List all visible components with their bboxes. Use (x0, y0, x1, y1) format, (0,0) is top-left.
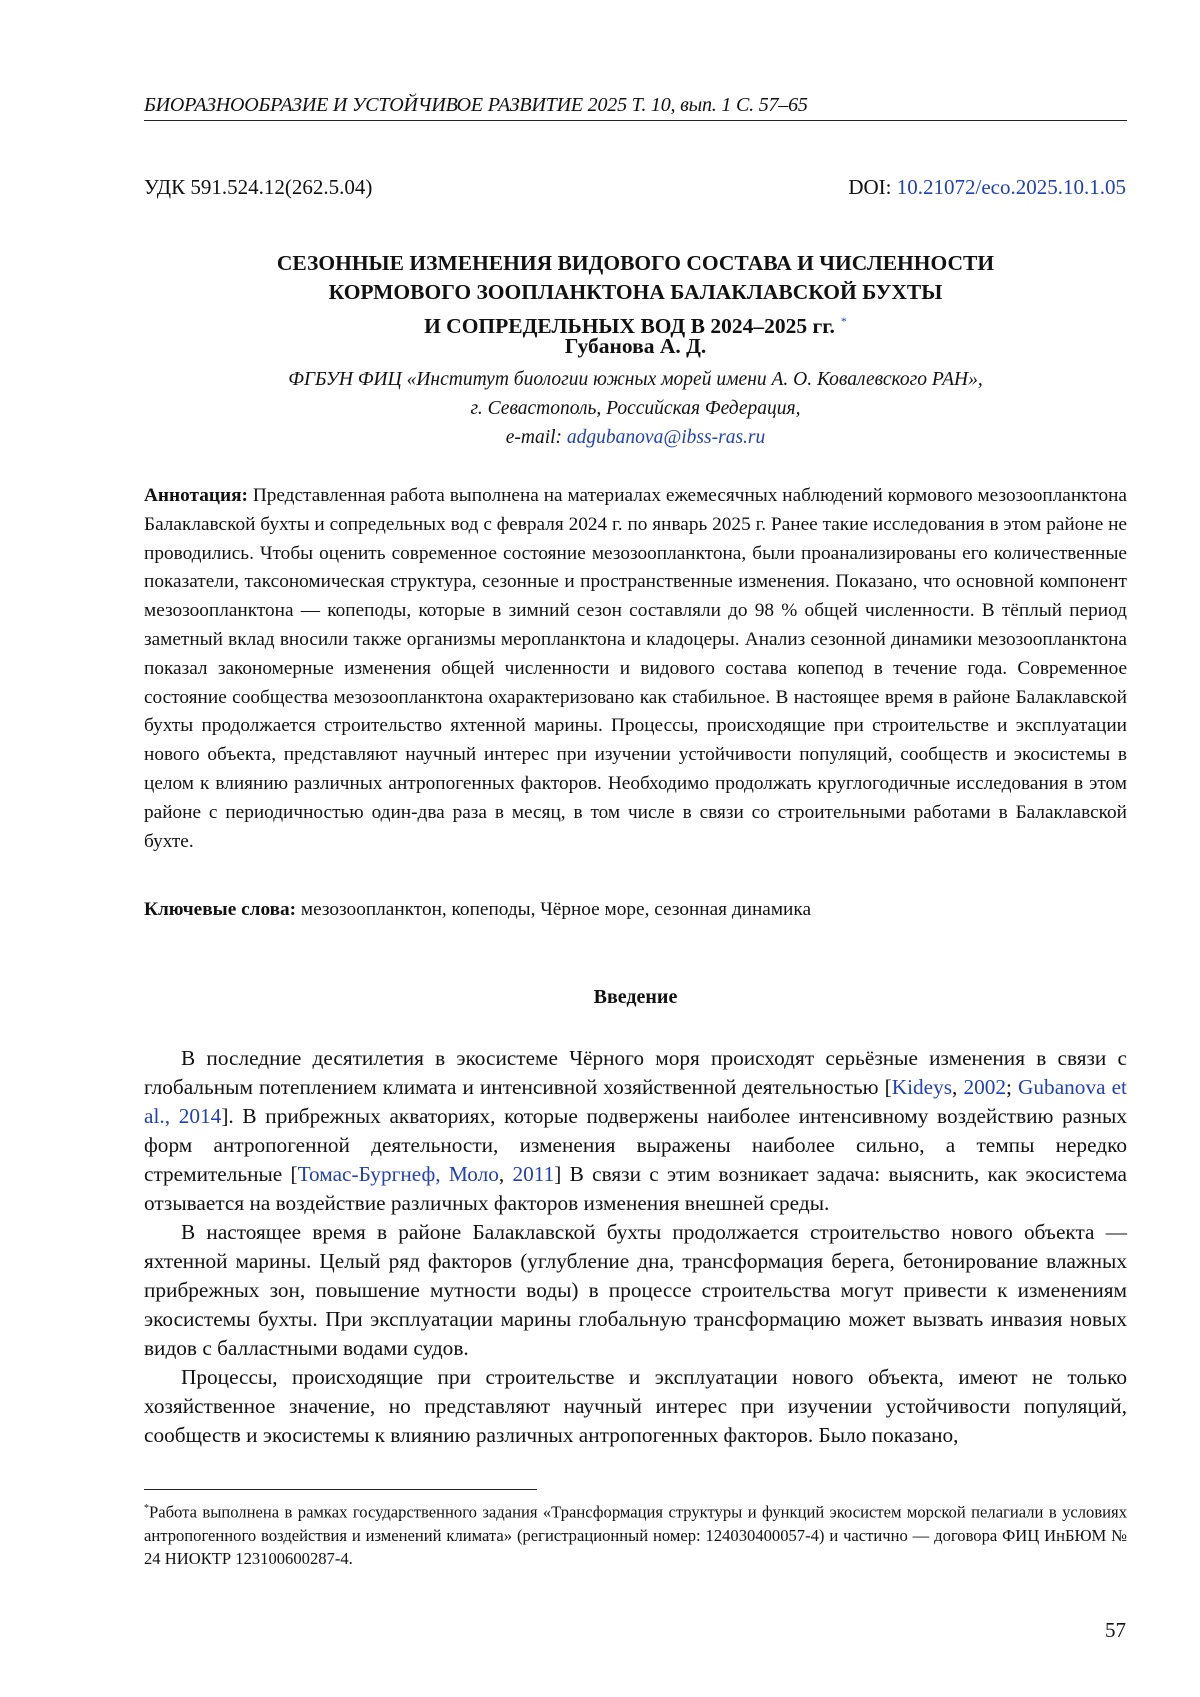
page-number: 57 (1105, 1618, 1126, 1642)
introduction-body (144, 1044, 1127, 1450)
email-label: e-mail: (505, 427, 567, 448)
citation-link-tomas[interactable]: Томас-Бургнеф, Моло (297, 1162, 499, 1186)
abstract-label: Аннотация: (144, 485, 248, 506)
affiliation-line: г. Севастополь, Российская Федерация, (470, 398, 801, 419)
text-run: ] В связи с этим возникает задача: выяснить, как экосистема отзывается на воздействие различных факторов изменения внешней среды. (144, 1162, 1127, 1215)
keywords (144, 899, 1127, 921)
text-run: , (952, 1075, 964, 1099)
affiliation (144, 365, 1127, 452)
email-line (144, 423, 1127, 452)
text-run: , (498, 1162, 513, 1186)
keywords-text: мезозоопланктон, копеподы, Чёрное море, сезонная динамика (296, 899, 812, 920)
footnote-divider (144, 1489, 537, 1490)
text-run: ]. В прибрежных акваториях, которые подвержены наиболее интенсивному воздействию разных форм антропогенной деятельности, изменения выражены наиболее сильно, а темпы нередко стремительные [ (144, 1104, 1128, 1186)
paragraph: Процессы, происходящие при строительстве и эксплуатации нового объекта, имеют не только хозяйственное значение, но представляют научный интерес при изучении устойчивости популяций, сообществ и экосистемы к влиянию различных антропогенных факторов. Было показано, (144, 1365, 1127, 1447)
text-run: ; (1006, 1075, 1019, 1099)
keywords-label: Ключевые слова: (144, 899, 297, 920)
title-line: КОРМОВОГО ЗООПЛАНКТОНА БАЛАКЛАВСКОЙ БУХТЫ (328, 280, 943, 304)
citation-link-kideys[interactable]: Kideys (891, 1075, 953, 1099)
doi-label: DOI: (848, 175, 897, 199)
udk-code: УДК 591.524.12(262.5.04) (144, 175, 373, 199)
author-name: Губанова А. Д. (564, 334, 707, 358)
affiliation-line: ФГБУН ФИЦ «Институт биологии южных морей имени А. О. Ковалевского РАН», (288, 369, 983, 390)
doi-link[interactable]: 10.21072/eco.2025.10.1.05 (896, 175, 1126, 199)
section-heading-introduction: Введение (593, 986, 678, 1008)
footnote-mark: * (144, 1503, 149, 1514)
title-line: СЕЗОННЫЕ ИЗМЕНЕНИЯ ВИДОВОГО СОСТАВА И ЧИСЛЕННОСТИ (276, 251, 995, 275)
citation-link-tomas-year[interactable]: 2011 (512, 1162, 555, 1186)
abstract (144, 482, 1127, 856)
email-link[interactable]: adgubanova@ibss-ras.ru (566, 427, 766, 448)
footnote (144, 1497, 1127, 1570)
paragraph: В настоящее время в районе Балаклавской бухты продолжается строительство нового объекта — яхтенной марины. Целый ряд факторов (углубление дна, трансформация берега, бетонирование влажных прибрежных зон, повышение мутности воды) в процессе строительства могут привести к изменениям экосистемы бухты. При эксплуатации марины глобальную трансформацию может вызвать инвазия новых видов с балластными водами судов. (144, 1220, 1127, 1360)
running-head: БИОРАЗНООБРАЗИЕ И УСТОЙЧИВОЕ РАЗВИТИЕ 2025 Т. 10, вып. 1 С. 57–65 (144, 94, 1127, 121)
text-run: В последние десятилетия в экосистеме Чёрного моря происходят серьёзные изменения в связи с глобальным потеплением климата и интенсивной хозяйственной деятельностью [ (144, 1046, 1127, 1099)
footnote-text: Работа выполнена в рамках государственного задания «Трансформация структуры и функций экосистем морской пелагиали в условиях антропогенного воздействия и изменений климата» (регистрационный номер: 124030400057-4) и частично — договора ФИЦ ИнБЮМ № 24 НИОКТР 123100600287-4. (144, 1502, 1127, 1568)
article-title (144, 249, 1127, 341)
abstract-text: Представленная работа выполнена на материалах ежемесячных наблюдений кормового мезозоопланктона Балаклавской бухты и сопредельных вод с февраля 2024 г. по январь 2025 г. Ранее такие исследования в этом районе не проводились. Чтобы оценить современное состояние мезозоопланктона, были проанализированы его количественные показатели, таксономическая структура, сезонные и пространственные изменения. Показано, что основной компонент мезозоопланктона — копеподы, которые в зимний сезон составляли до 98 % общей численности. В тёплый период заметный вклад вносили также организмы меропланктона и кладоцеры. Анализ сезонной динамики мезозоопланктона показал закономерные изменения общей численности и видового состава копепод в течение года. Современное состояние сообщества мезозоопланктона охарактеризовано как стабильное. В настоящее время в районе Балаклавской бухты продолжается строительство яхтенной марины. Процессы, происходящие при строительстве и эксплуатации нового объекта, представляют научный интерес при изучении устойчивости популяций, сообществ и экосистемы в целом к влиянию различных антропогенных факторов. Необходимо продолжать круглогодичные исследования в этом районе с периодичностью один-два раза в месяц, в том числе в связи со строительными работами в Балаклавской бухте. (144, 485, 1127, 852)
title-line: И СОПРЕДЕЛЬНЫХ ВОД В 2024–2025 гг. (424, 314, 835, 339)
doi (848, 175, 1126, 200)
citation-link-gubanova[interactable]: Gubanova et al., 2014 (144, 1075, 1127, 1128)
paragraph (144, 1044, 1127, 1218)
footnote-anchor-link[interactable]: * (840, 314, 847, 328)
citation-link-kideys-year[interactable]: 2002 (963, 1075, 1007, 1099)
